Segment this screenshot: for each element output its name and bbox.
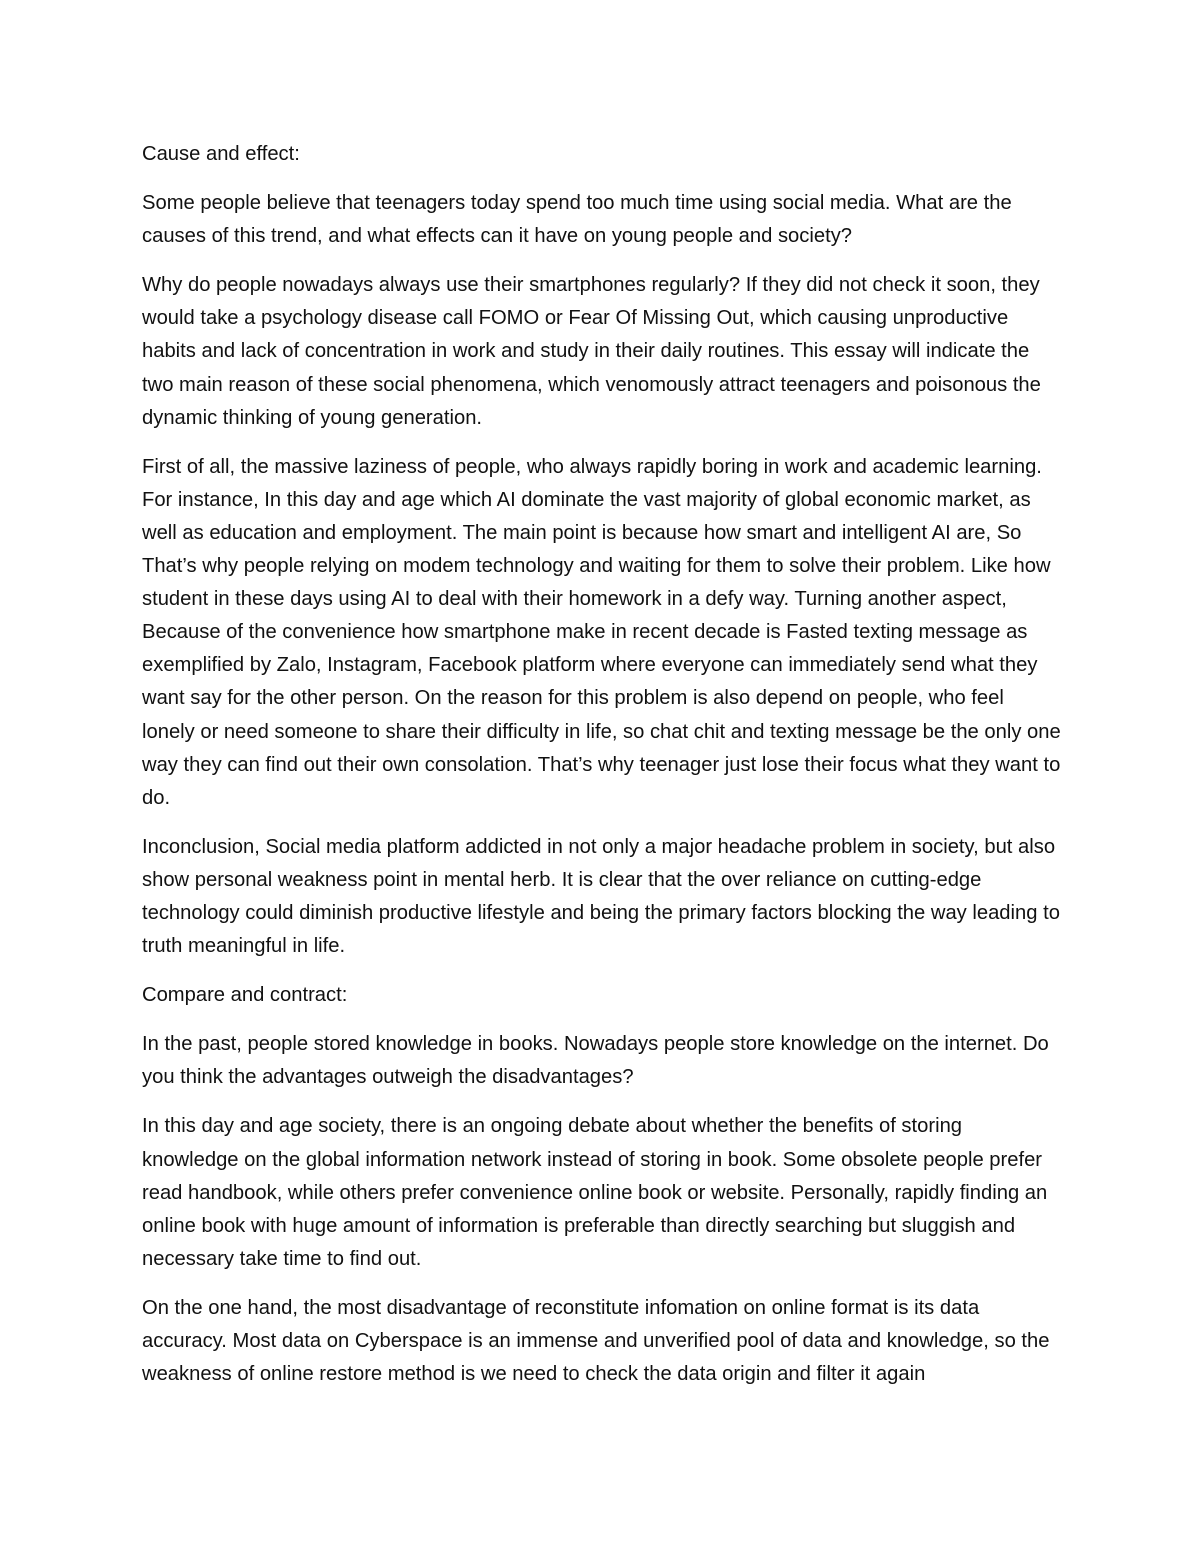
intro-paragraph-compare: In this day and age society, there is an ongoing debate about whether the benefits of storing knowledge on the global information network instead of storing in book. Some obsolete people prefer read handbook, while others prefer convenience online book or website. Personally, rapidly finding an online book with huge amount of information is preferable than directly searching but sluggish and necessary take time to find out. — [142, 1115, 1048, 1270]
intro-paragraph: Why do people nowadays always use their smartphones regularly? If they did not check it soon, they would take a psychology disease call FOMO or Fear Of Missing Out, which causing unproductive habits and lack of concentration in work and study in their daily routines. This essay will indicate the two main reason of these social phenomena, which venomously attract teenagers and poisonous the dynamic thinking of young generation. — [142, 274, 1041, 429]
section-heading-cause-effect: Cause and effect: — [142, 143, 300, 165]
conclusion-paragraph: Inconclusion, Social media platform addicted in not only a major headache problem in society, but also show personal weakness point in mental herb. It is clear that the over reliance on cutting-edge technology could diminish productive lifestyle and being the primary factors blocking the way leading to truth meaningful in life. — [142, 835, 1060, 958]
document-page — [142, 138, 1062, 1407]
prompt-paragraph-compare-contrast: In the past, people stored knowledge in books. Nowadays people store knowledge on the internet. Do you think the advantages outweigh the disadvantages? — [142, 1033, 1049, 1089]
body-paragraph-first: First of all, the massive laziness of people, who always rapidly boring in work and academic learning. For instance, In this day and age which AI dominate the vast majority of global economic market, as well as education and employment. The main point is because how smart and intelligent AI are, So That’s why people relying on modem technology and waiting for them to solve their problem. Like how student in these days using AI to deal with their homework in a defy way. Turning another aspect, Because of the convenience how smartphone make in recent decade is Fasted texting message as exemplified by Zalo, Instagram, Facebook platform where everyone can immediately send what they want say for the other person. On the reason for this problem is also depend on people, who feel lonely or need someone to share their difficulty in life, so chat chit and texting message be the only one way they can find out their own consolation. That’s why teenager just lose their focus what they want to do. — [142, 455, 1061, 809]
body-paragraph-one-hand: On the one hand, the most disadvantage of reconstitute infomation on online format is its data accuracy. Most data on Cyberspace is an immense and unverified pool of data and knowledge, so the weakness of online restore method is we need to check the data origin and filter it again — [142, 1296, 1050, 1386]
prompt-paragraph-cause-effect: Some people believe that teenagers today spend too much time using social media. What are the causes of this trend, and what effects can it have on young people and society? — [142, 192, 1012, 248]
section-heading-compare-contrast: Compare and contract: — [142, 984, 348, 1007]
